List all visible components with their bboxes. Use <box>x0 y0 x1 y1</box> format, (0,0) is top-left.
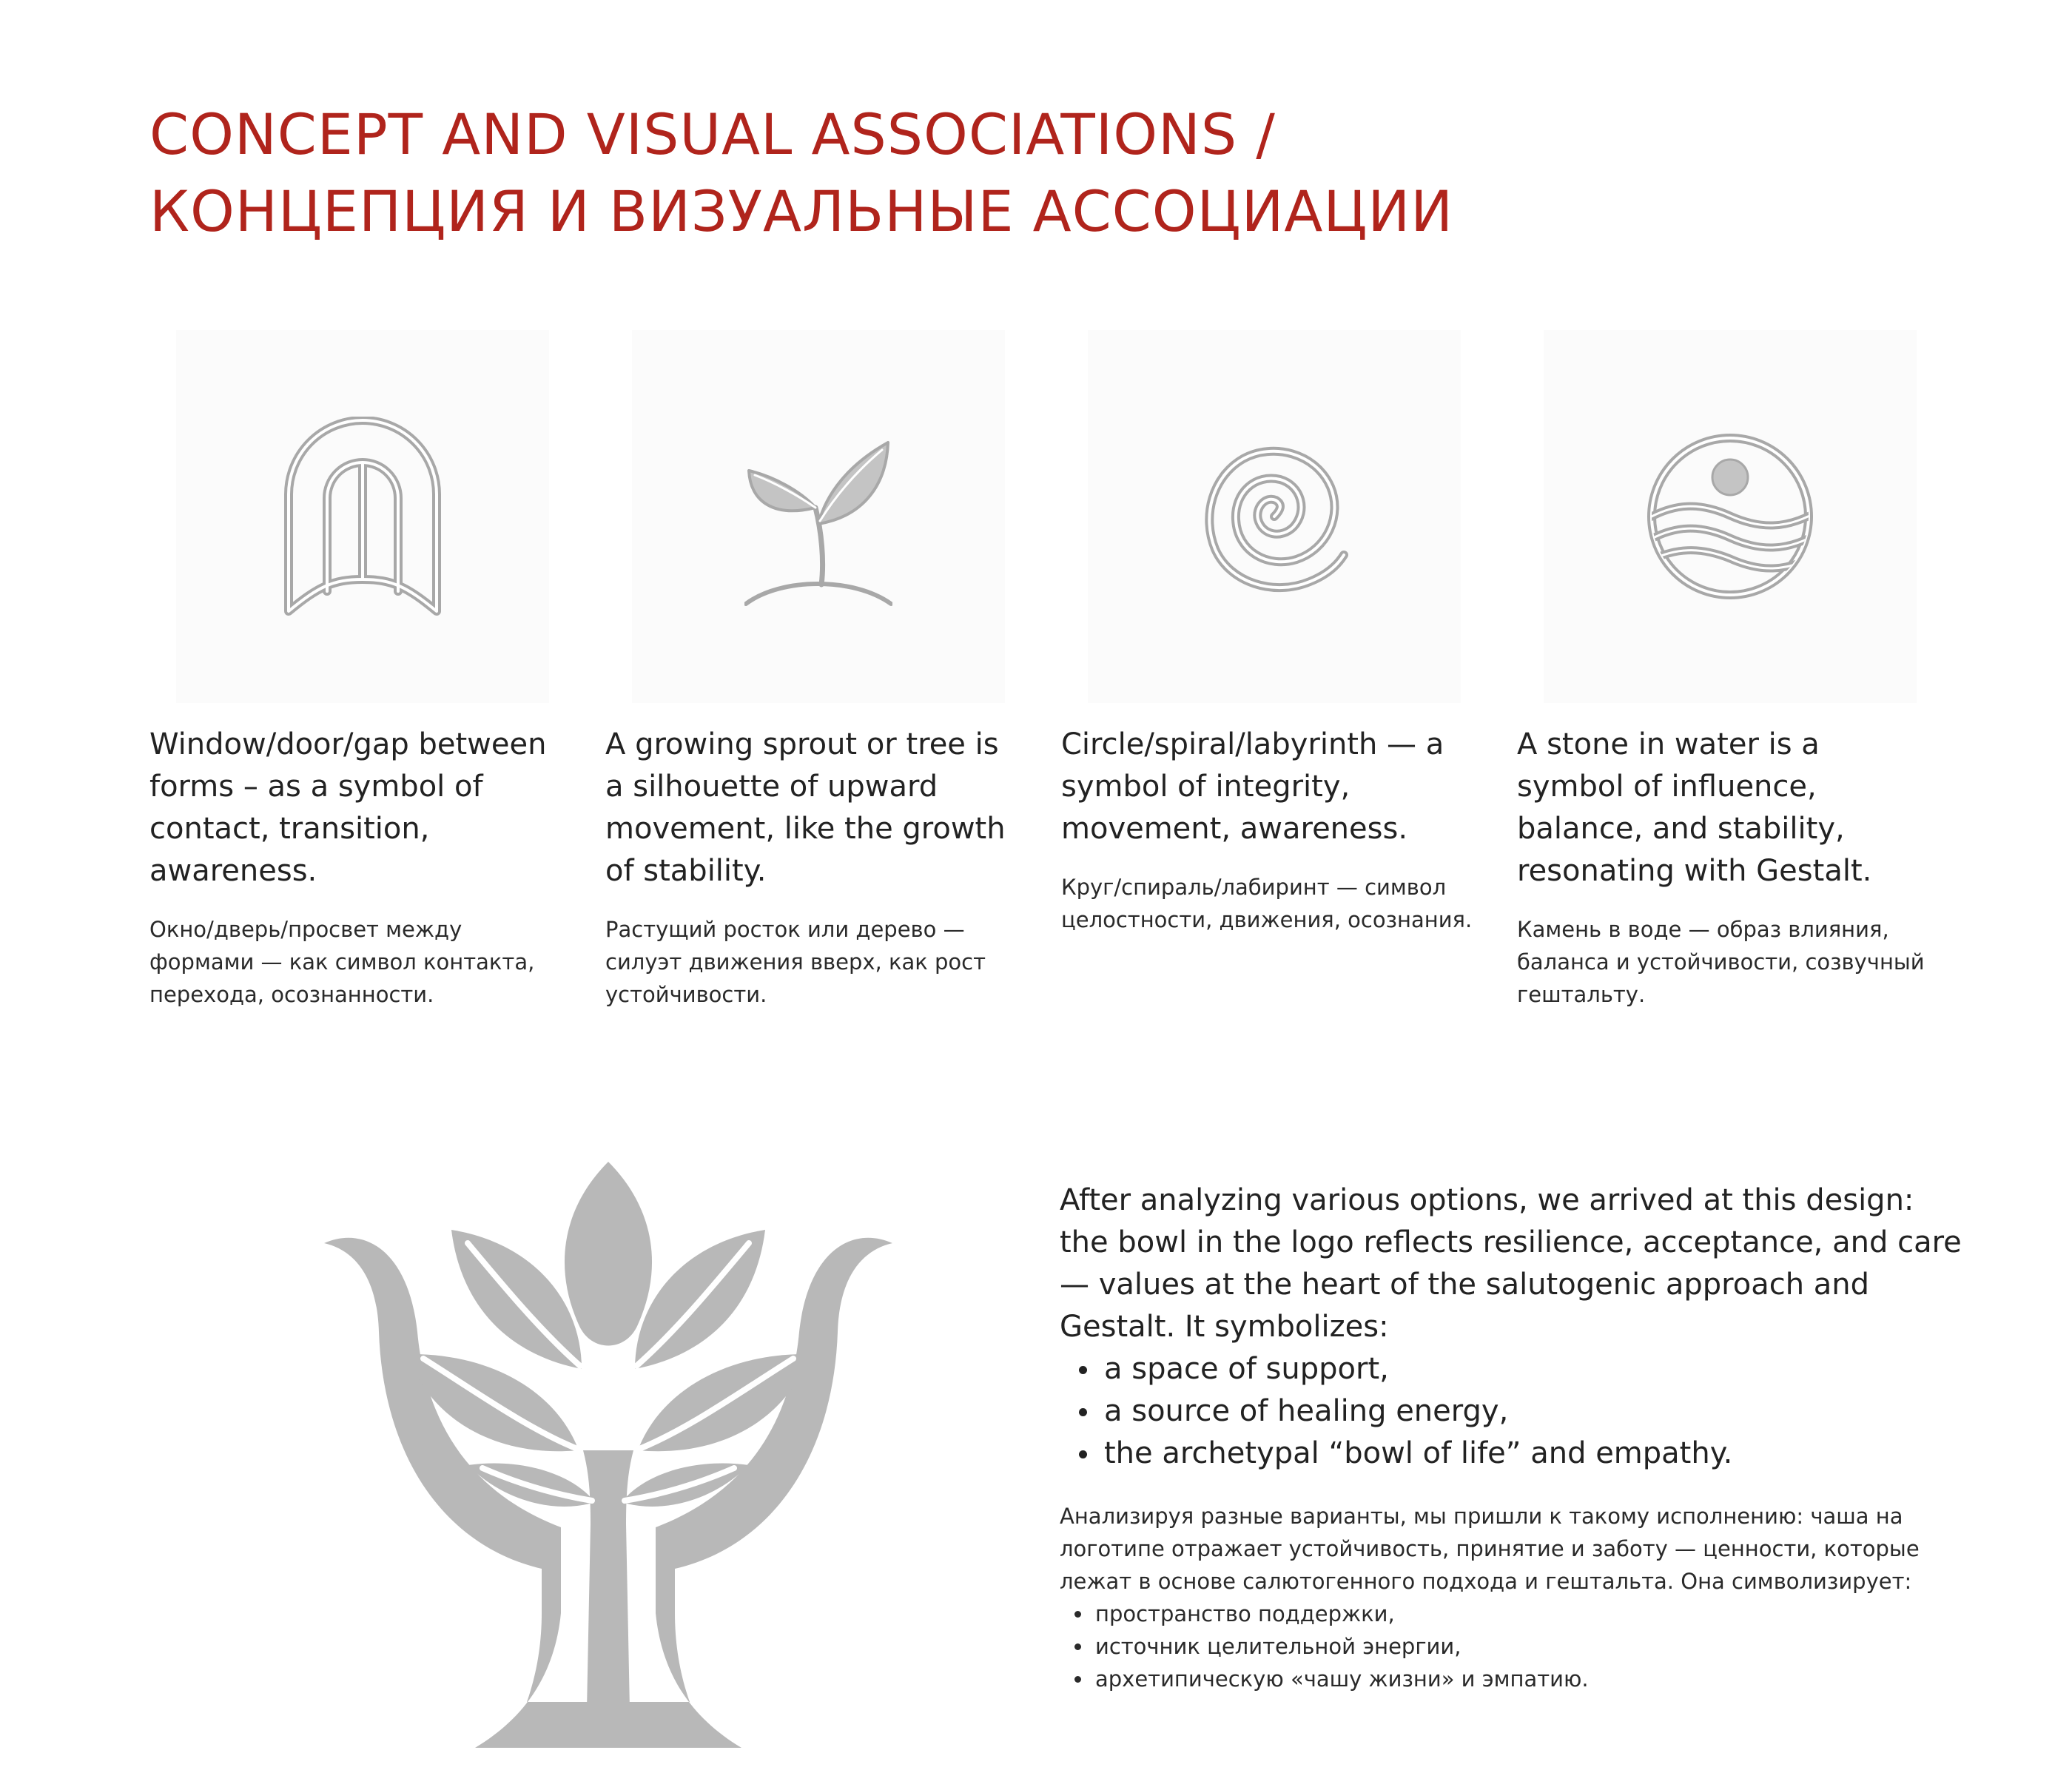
spiral-icon <box>1185 428 1363 605</box>
list-item: a source of healing energy, <box>1079 1390 1970 1433</box>
association-card-sprout <box>605 330 1020 1011</box>
list-item: источник целительной энергии, <box>1074 1630 1970 1663</box>
about-intro-ru: Анализируя разные варианты, мы пришли к такому исполнению: чаша на логотипе отражает устойчивость, принятие и заботу — ценности, которые лежат в основе салютогенного подхода и гештальта. Она символизирует: <box>1060 1504 1920 1594</box>
about-points-ru <box>1060 1598 1970 1695</box>
stone-in-water-icon <box>1645 431 1815 602</box>
association-text-ru: Круг/спираль/лабиринт — символ целостности, движения, осознания. <box>1061 875 1473 932</box>
association-text-ru: Камень в воде — образ влияния, баланса и устойчивости, созвучный гештальту. <box>1517 917 1925 1007</box>
association-card-spiral <box>1061 330 1476 936</box>
bowl-tree-logo-icon <box>320 1154 897 1754</box>
list-item: архетипическую «чашу жизни» и эмпатию. <box>1074 1663 1970 1695</box>
list-item: a space of support, <box>1079 1348 1970 1390</box>
list-item: пространство поддержки, <box>1074 1598 1970 1630</box>
association-text-en: A growing sprout or tree is a silhouette of upward movement, like the growth of stability. <box>605 727 1006 888</box>
about-intro-en: After analyzing various options, we arrived at this design: the bowl in the logo reflects resilience, acceptance, and care — values at the heart of the salutogenic approach and Gestalt. It symbolizes: <box>1060 1183 1962 1344</box>
icon-tile <box>1544 330 1917 703</box>
page-title <box>149 96 1453 250</box>
association-text-ru: Растущий росток или дерево — силуэт движения вверх, как рост устойчивости. <box>605 917 986 1007</box>
arch-window-icon <box>281 417 444 616</box>
icon-tile <box>176 330 549 703</box>
association-text-ru: Окно/дверь/просвет между формами — как символ контакта, перехода, осознанности. <box>149 917 535 1007</box>
association-text-en: Window/door/gap between forms – as a symbol of contact, transition, awareness. <box>149 727 547 888</box>
page-title-ru: КОНЦЕПЦИЯ И ВИЗУАЛЬНЫЕ АССОЦИАЦИИ <box>149 178 1454 244</box>
list-item: the archetypal “bowl of life” and empathy. <box>1079 1433 1970 1475</box>
icon-tile <box>1088 330 1461 703</box>
association-card-window <box>149 330 564 1011</box>
association-text-en: A stone in water is a symbol of influence, balance, and stability, resonating with Gestalt. <box>1517 727 1872 888</box>
icon-tile <box>632 330 1005 703</box>
logo-description <box>1060 1180 1970 1695</box>
about-points-en <box>1060 1348 1970 1475</box>
association-card-stone <box>1517 330 1931 1011</box>
sprout-icon <box>744 420 892 613</box>
page-title-en: CONCEPT AND VISUAL ASSOCIATIONS / <box>149 101 1276 167</box>
association-text-en: Circle/spiral/labyrinth — a symbol of integrity, movement, awareness. <box>1061 727 1444 846</box>
